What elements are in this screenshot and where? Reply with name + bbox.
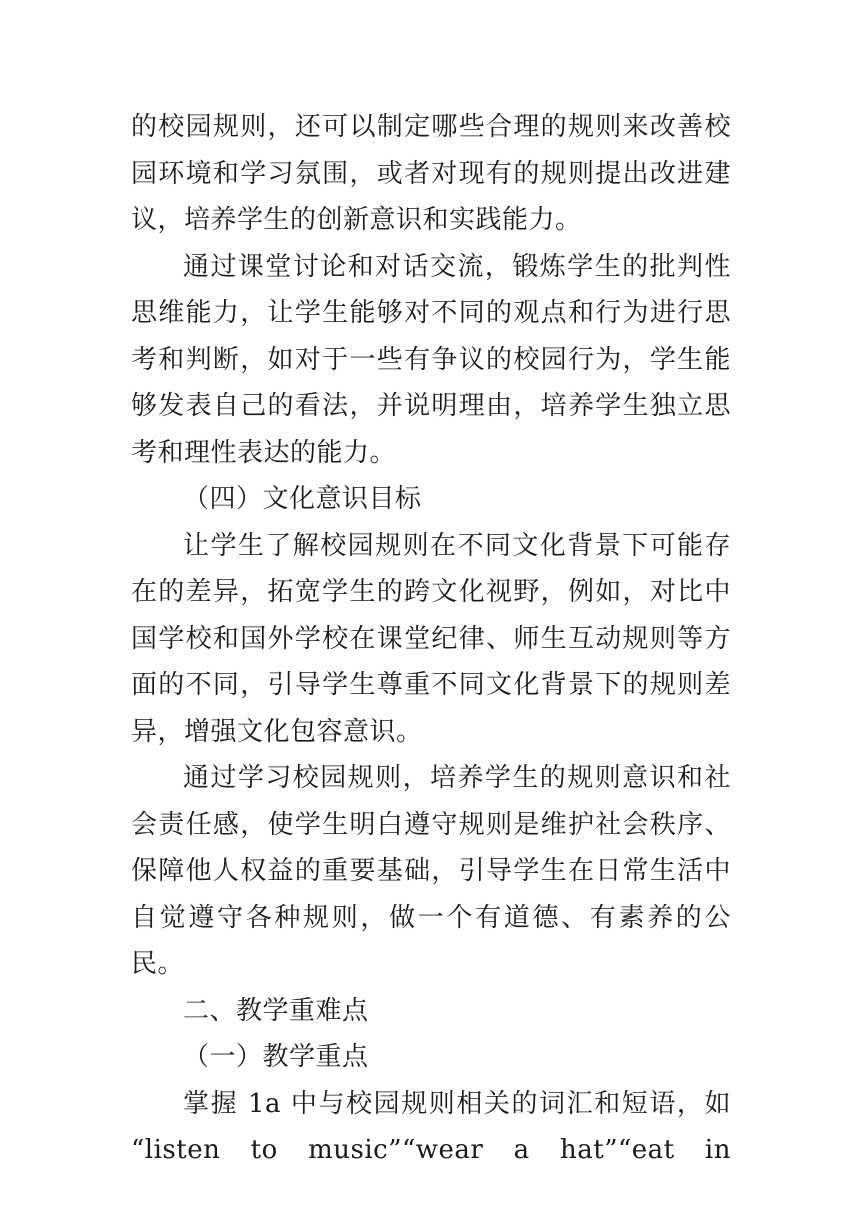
paragraph-rule-awareness: 通过学习校园规则，培养学生的规则意识和社会责任感，使学生明白遵守规则是维护社会秩序、保障他人权益的重要基础，引导学生在日常生活中自觉遵守各种规则，做一个有道德、有素养的公民。: [131, 763, 731, 979]
paragraph-critical-thinking: 通过课堂讨论和对话交流，锻炼学生的批判性思维能力，让学生能够对不同的观点和行为进行思考和判断，如对于一些有争议的校园行为，学生能够发表自己的看法，并说明理由，培养学生独立思考和理性表达的能力。: [131, 251, 731, 468]
section-heading-key-difficulties: 二、教学重难点: [183, 995, 369, 1026]
paragraph-cultural-differences: 让学生了解校园规则在不同文化背景下可能存在的差异，拓宽学生的跨文化视野，例如，对比中国学校和国外学校在课堂纪律、师生互动规则等方面的不同，引导学生尊重不同文化背景下的规则差异，增强文化包容意识。: [131, 530, 731, 747]
paragraph-phrases: “listen to music”“wear a hat”“eat in: [131, 1135, 731, 1165]
paragraph-continuation: 的校园规则，还可以制定哪些合理的规则来改善校园环境和学习氛围，或者对现有的规则提出改进建议，培养学生的创新意识和实践能力。: [131, 112, 731, 235]
subheading-cultural-awareness: （四）文化意识目标: [183, 484, 422, 514]
subheading-teaching-focus: （一）教学重点: [183, 1042, 369, 1072]
paragraph-vocabulary: 掌握 1a 中与校园规则相关的词汇和短语，如: [183, 1088, 731, 1119]
document-body: [131, 104, 731, 1174]
